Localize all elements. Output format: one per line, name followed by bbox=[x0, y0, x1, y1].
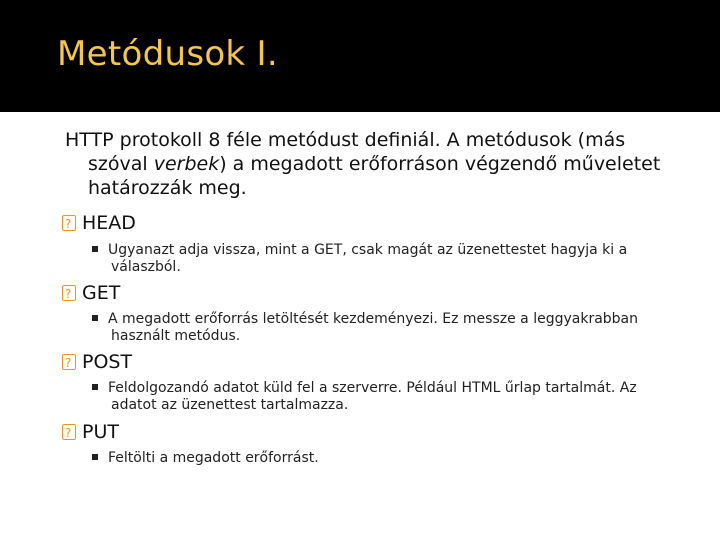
method-post bbox=[62, 350, 132, 374]
desc-text: Feltölti a megadott erőforrást. bbox=[108, 450, 319, 466]
method-get bbox=[62, 281, 120, 305]
desc-text: A megadott erőforrás letöltését kezdeményezi. Ez messze a leggyakrabban bbox=[108, 311, 639, 327]
desc-line: válaszból. bbox=[111, 259, 181, 275]
square-bullet-icon bbox=[92, 246, 98, 252]
method-get-desc bbox=[92, 311, 692, 345]
method-head-desc bbox=[92, 242, 692, 276]
desc-line: adatot az üzenettest tartalmazza. bbox=[111, 397, 349, 413]
desc-line bbox=[92, 450, 692, 467]
desc-line: használt metódus. bbox=[111, 328, 241, 344]
method-head bbox=[62, 211, 136, 235]
method-put-desc bbox=[92, 450, 692, 467]
method-post-desc bbox=[92, 380, 692, 414]
desc-text: Ugyanazt adja vissza, mint a GET, csak magát az üzenettestet hagyja ki a bbox=[108, 242, 628, 258]
intro-line-1: HTTP protokoll 8 féle metódust definiál. A metódusok (más bbox=[65, 129, 626, 151]
desc-line bbox=[92, 242, 692, 259]
intro-verbek: verbek bbox=[153, 153, 220, 175]
method-name: POST bbox=[82, 351, 133, 373]
intro-line-2-end: ) a megadott erőforráson végzendő műveletet bbox=[219, 153, 661, 175]
desc-text: Feldolgozandó adatot küld fel a szerverre. Például HTML űrlap tartalmát. Az bbox=[108, 380, 637, 396]
method-put bbox=[62, 420, 119, 444]
intro-line-3: határozzák meg. bbox=[88, 177, 247, 199]
checkbox-bullet-icon bbox=[62, 215, 76, 231]
slide-title: Metódusok I. bbox=[57, 34, 278, 74]
method-name: GET bbox=[82, 282, 121, 304]
desc-line bbox=[92, 311, 692, 328]
intro-line-2-start: szóval bbox=[88, 153, 154, 175]
intro-paragraph bbox=[65, 128, 705, 200]
intro-line-2 bbox=[65, 152, 705, 176]
desc-line bbox=[92, 380, 692, 397]
title-bar bbox=[0, 0, 720, 112]
square-bullet-icon bbox=[92, 315, 98, 321]
checkbox-bullet-icon bbox=[62, 285, 76, 301]
slide-content bbox=[0, 112, 720, 540]
checkbox-bullet-icon bbox=[62, 424, 76, 440]
square-bullet-icon bbox=[92, 454, 98, 460]
checkbox-bullet-icon bbox=[62, 354, 76, 370]
method-name: HEAD bbox=[82, 212, 136, 234]
method-name: PUT bbox=[82, 421, 119, 443]
square-bullet-icon bbox=[92, 384, 98, 390]
